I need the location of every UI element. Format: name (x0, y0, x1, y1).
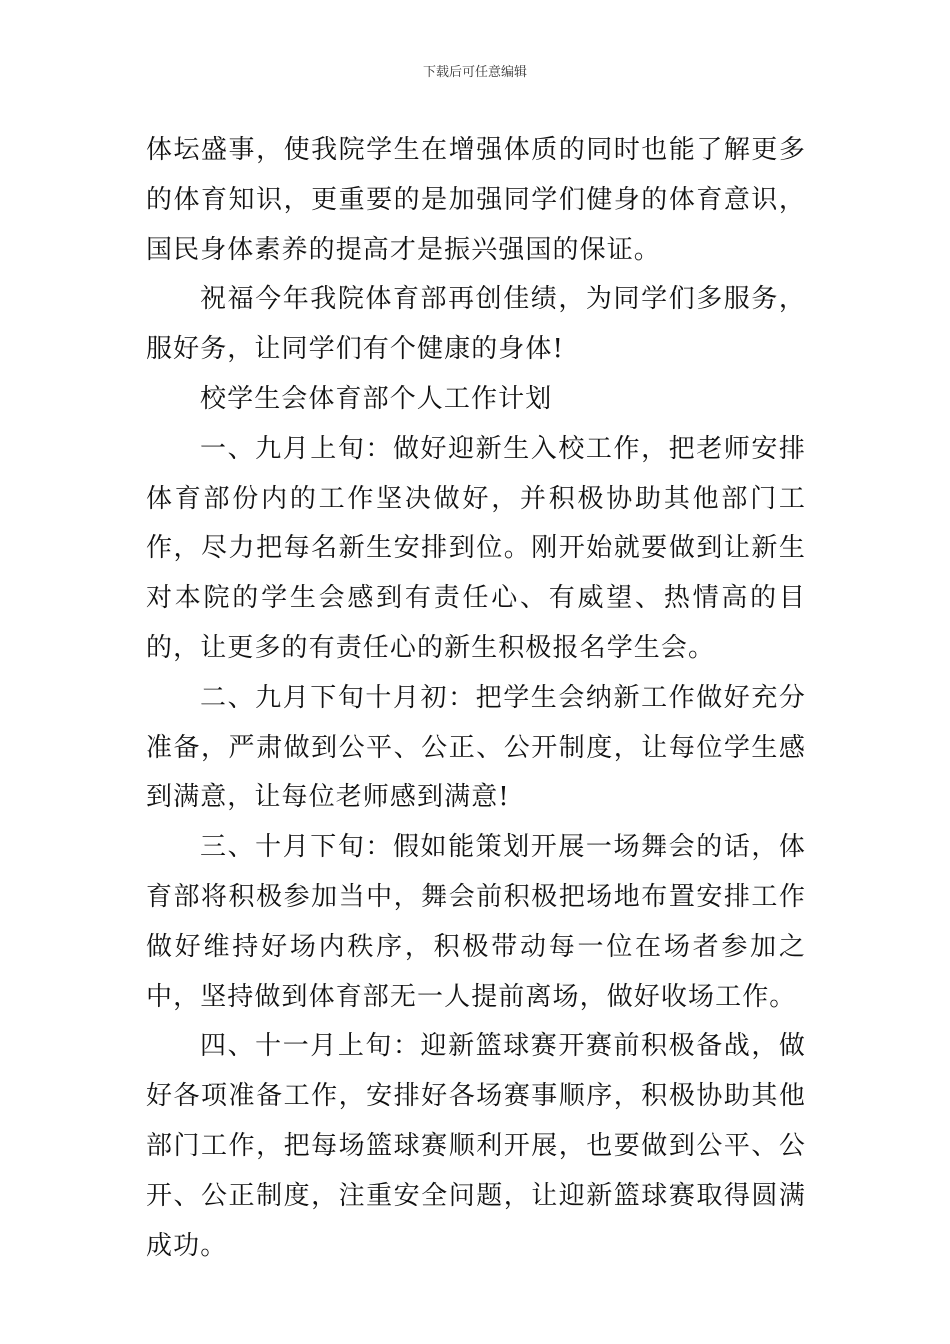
plan-item-3: 三、十月下旬：假如能策划开展一场舞会的话，体育部将积极参加当中，舞会前积极把场地布置安排工作做好维持好场内秩序，积极带动每一位在场者参加之中，坚持做到体育部无一人提前离场，做好收场工作。 (146, 832, 806, 1012)
paragraph-2: 祝福今年我院体育部再创佳绩，为同学们多服务，服好务，让同学们有个健康的身体! (146, 284, 806, 365)
page-header-note: 下载后可任意编辑 (422, 65, 527, 80)
paragraph-1: 体坛盛事，使我院学生在增强体质的同时也能了解更多的体育知识，更重要的是加强同学们健身的体育意识，国民身体素养的提高才是振兴强国的保证。 (146, 135, 806, 265)
document-body (146, 126, 806, 1271)
plan-item-4: 四、十一月上旬：迎新篮球赛开赛前积极备战，做好各项准备工作，安排好各场赛事顺序，积极协助其他部门工作，把每场篮球赛顺利开展，也要做到公平、公开、公正制度，注重安全问题，让迎新篮球赛取得圆满成功。 (146, 1031, 806, 1261)
section-title: 校学生会体育部个人工作计划 (200, 383, 553, 414)
plan-item-2: 二、九月下旬十月初：把学生会纳新工作做好充分准备，严肃做到公平、公正、公开制度，让每位学生感到满意，让每位老师感到满意! (146, 682, 806, 813)
plan-item-1: 一、九月上旬：做好迎新生入校工作，把老师安排体育部份内的工作坚决做好，并积极协助其他部门工作，尽力把每名新生安排到位。刚开始就要做到让新生对本院的学生会感到有责任心、有威望、热情高的目的，让更多的有责任心的新生积极报名学生会。 (146, 433, 806, 663)
